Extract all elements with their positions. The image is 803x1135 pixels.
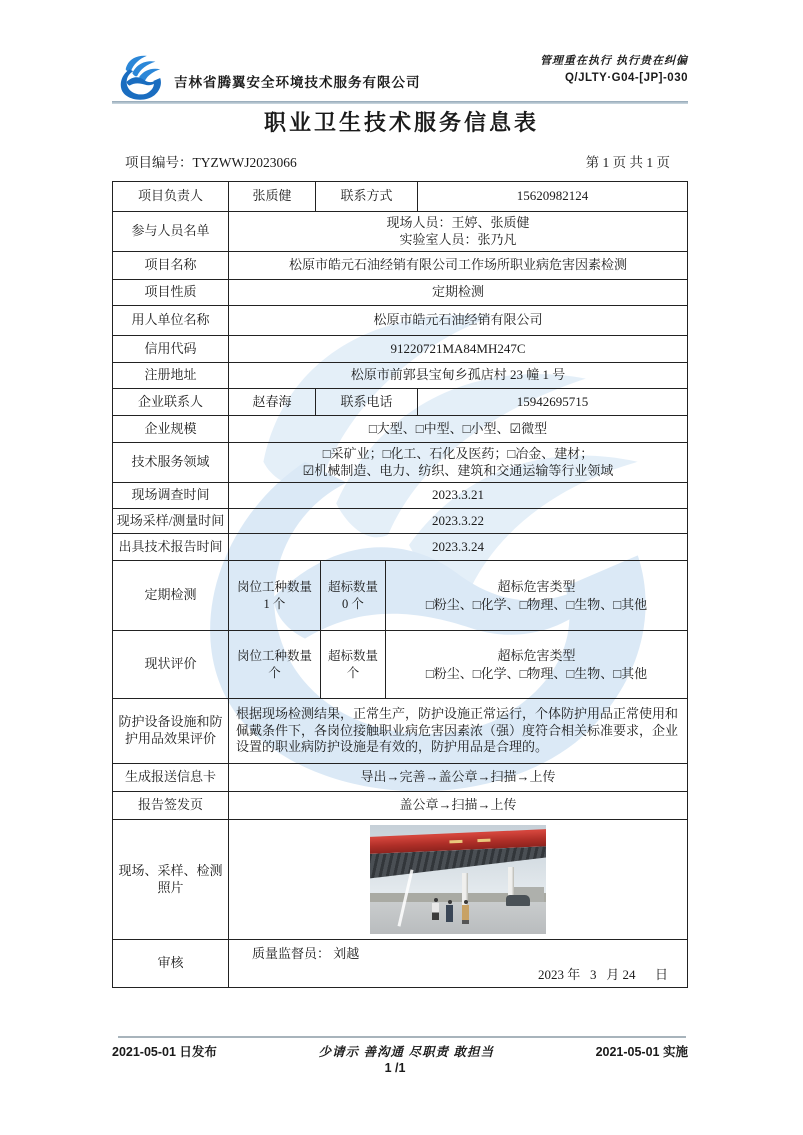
table-row — [113, 336, 687, 363]
quality-supervisor: 质量监督员： 刘越 — [252, 946, 360, 961]
header-motto: 管理重在执行 执行贵在纠偏 — [539, 55, 688, 67]
table-row — [113, 483, 687, 509]
field-label: 联系方式 — [316, 182, 418, 211]
workflow-steps: 导出→完善→盖公章→扫描→上传 — [360, 769, 556, 785]
service-area-checkboxes: □采矿业；□化工、石化及医药；□冶金、建材； ☑机械制造、电力、纺织、建筑和交通运输等行业领域 — [302, 445, 614, 478]
field-value: 松原市皓元石油经销有限公司 — [373, 312, 543, 328]
footer-issued-date: 2021-05-01 日发布 — [112, 1045, 217, 1059]
field-label: 联系电话 — [316, 389, 418, 415]
table-row — [113, 182, 687, 212]
enterprise-scale-checkboxes: □大型、□中型、□小型、☑微型 — [368, 420, 548, 436]
photo-person — [432, 903, 439, 920]
footer-motto: 少请示 善沟通 尽职责 敢担当 — [318, 1045, 494, 1059]
table-row — [113, 389, 687, 416]
photo-car — [506, 895, 530, 906]
exceed-count: 超标数量 0 个 — [321, 561, 386, 630]
field-label: 注册地址 — [113, 363, 229, 388]
field-label: 项目负责人 — [113, 182, 229, 211]
evaluation-text: 根据现场检测结果，正常生产，防护设施正常运行，个体防护用品正常使用和佩戴条件下，各岗位接触职业病危害因素浓（强）度符合相关标准要求，企业设置的职业病防护设施是有效的，防护用品是合理的。 — [236, 705, 679, 755]
footer-page-number: 1 /1 — [384, 1061, 406, 1075]
company-logo-icon — [113, 53, 170, 101]
field-label: 现场采样/测量时间 — [113, 509, 229, 533]
field-value: 2023.3.21 — [432, 487, 484, 503]
info-table — [112, 181, 688, 988]
field-value: 松原市皓元石油经销有限公司工作场所职业病危害因素检测 — [288, 257, 627, 273]
document-code: Q/JLTY·G04-[JP]-030 — [564, 72, 688, 84]
photo-canopy-sign — [449, 840, 462, 844]
field-label: 报告签发页 — [113, 792, 229, 819]
photo-person — [446, 905, 453, 922]
site-photo — [370, 825, 546, 934]
field-value: 松原市前郭县宝甸乡孤店村 23 幢 1 号 — [350, 367, 566, 383]
field-label: 审核 — [113, 940, 229, 987]
table-row — [113, 561, 687, 631]
header-divider — [112, 101, 688, 104]
page-title: 职业卫生技术服务信息表 — [263, 110, 539, 135]
field-label: 参与人员名单 — [113, 212, 229, 251]
footer-implemented-date: 2021-05-01 实施 — [595, 1045, 688, 1059]
table-row — [113, 212, 687, 252]
exceed-count: 超标数量 个 — [321, 631, 386, 698]
field-label: 生成报送信息卡 — [113, 764, 229, 791]
table-row — [113, 631, 687, 699]
table-row — [113, 416, 687, 443]
field-label: 防护设备设施和防护用品效果评价 — [113, 699, 229, 763]
field-label: 现场、采样、检测照片 — [113, 820, 229, 939]
table-row — [113, 820, 687, 940]
field-value: 赵春海 — [229, 389, 316, 415]
hazard-type-checkboxes: 超标危害类型 □粉尘、□化学、□物理、□生物、□其他 — [425, 648, 648, 681]
field-value: 15942695715 — [516, 393, 589, 409]
field-value: 现场人员：王婷、张质健 实验室人员：张乃凡 — [386, 214, 530, 247]
table-row — [113, 363, 687, 389]
post-count: 岗位工种数量 个 — [229, 631, 321, 698]
workflow-steps: 盖公章→扫描→上传 — [399, 797, 517, 813]
photo-canopy — [370, 829, 546, 879]
field-label: 现状评价 — [113, 631, 229, 698]
table-row — [113, 940, 687, 987]
post-count: 岗位工种数量 1 个 — [229, 561, 321, 630]
table-row — [113, 699, 687, 764]
field-label: 项目性质 — [113, 280, 229, 305]
field-label: 信用代码 — [113, 336, 229, 362]
field-value: 张质健 — [229, 182, 316, 211]
table-row — [113, 534, 687, 561]
field-value: 91220721MA84MH247C — [390, 340, 526, 356]
field-label: 企业联系人 — [113, 389, 229, 415]
photo-person — [462, 905, 469, 924]
table-row — [113, 252, 687, 280]
photo-ground — [370, 902, 546, 934]
field-value: 15620982124 — [516, 188, 589, 204]
review-cell — [229, 940, 687, 987]
field-label: 企业规模 — [113, 416, 229, 442]
field-label: 出具技术报告时间 — [113, 534, 229, 560]
field-label: 定期检测 — [113, 561, 229, 630]
table-row — [113, 306, 687, 336]
review-date: 2023 年 3 月 24 日 — [537, 966, 668, 982]
field-label: 用人单位名称 — [113, 306, 229, 335]
table-row — [113, 509, 687, 534]
field-label: 现场调查时间 — [113, 483, 229, 508]
table-row — [113, 792, 687, 820]
field-value: 定期检测 — [431, 284, 484, 300]
hazard-type-checkboxes: 超标危害类型 □粉尘、□化学、□物理、□生物、□其他 — [425, 579, 648, 612]
footer-divider — [118, 1036, 686, 1038]
field-value: 2023.3.24 — [432, 538, 484, 554]
field-value: 2023.3.22 — [432, 512, 484, 528]
page-indicator: 第 1 页 共 1 页 — [585, 155, 670, 170]
field-label: 项目名称 — [113, 252, 229, 279]
field-label: 技术服务领域 — [113, 443, 229, 482]
table-row — [113, 443, 687, 483]
table-row — [113, 764, 687, 792]
photo-cell — [229, 820, 687, 939]
photo-canopy-sign — [477, 839, 490, 843]
company-name: 吉林省腾翼安全环境技术服务有限公司 — [174, 75, 421, 90]
project-number: 项目编号：TYZWWJ2023066 — [125, 155, 297, 170]
table-row — [113, 280, 687, 306]
